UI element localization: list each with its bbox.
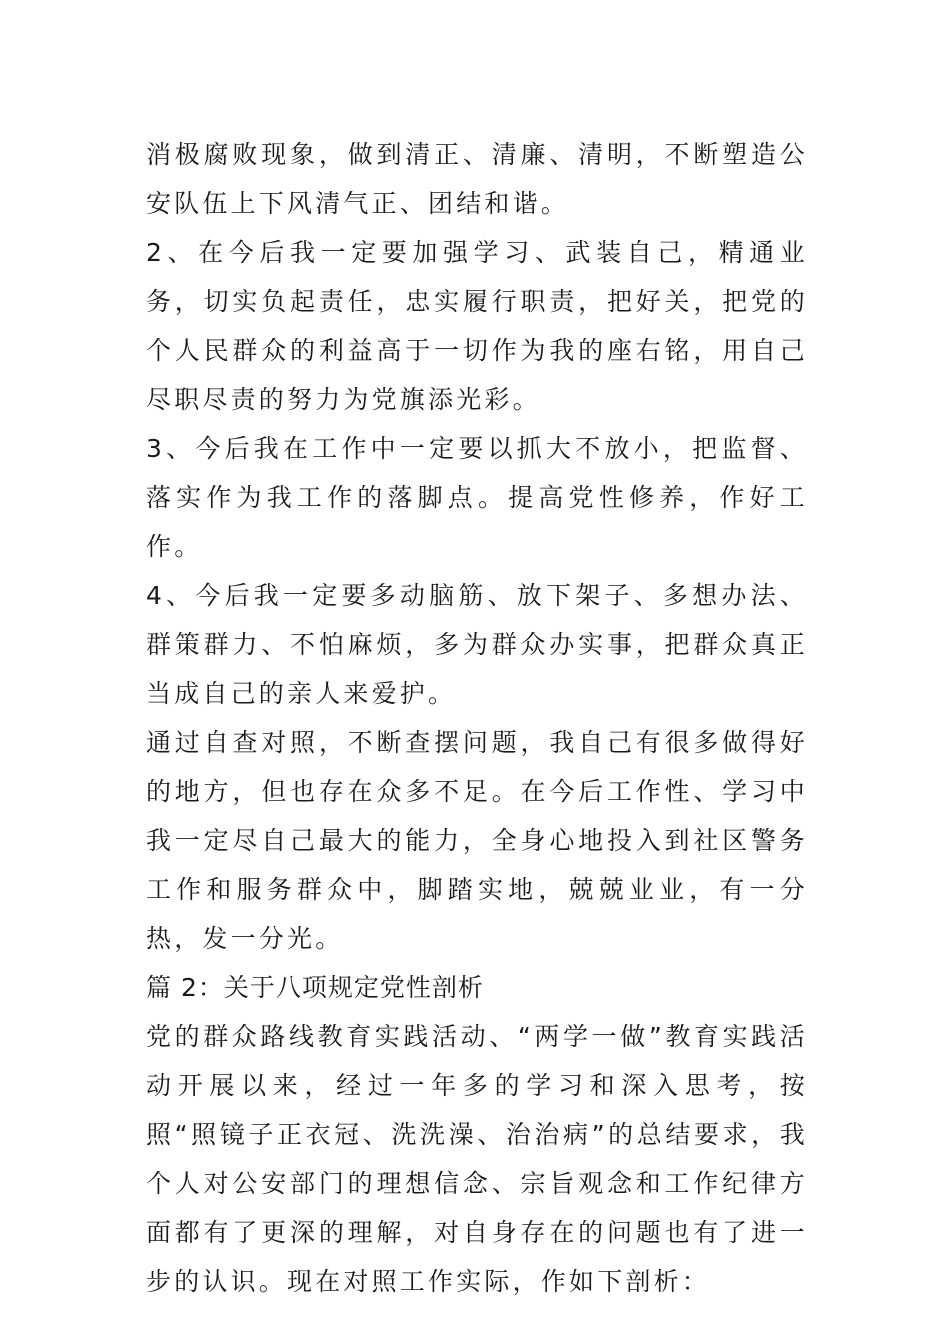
section-heading: 篇 2：关于八项规定党性剖析 <box>146 973 484 1002</box>
paragraph-item-3: 3、今后我在工作中一定要以抓大不放小，把监督、落实作为我工作的落脚点。提高党性修养，作好工作。 <box>146 434 808 561</box>
paragraph-conclusion-of-previous: 消极腐败现象，做到清正、清廉、清明，不断塑造公安队伍上下风清气正、团结和谐。 <box>146 140 808 218</box>
paragraph-item-2: 2、在今后我一定要加强学习、武装自己，精通业务，切实负起责任，忠实履行职责，把好关，把党的个人民群众的利益高于一切作为我的座右铭，用自己尽职尽责的努力为党旗添光彩。 <box>146 238 808 414</box>
paragraph-item-4: 4、今后我一定要多动脑筋、放下架子、多想办法、群策群力、不怕麻烦，多为群众办实事，把群众真正当成自己的亲人来爱护。 <box>146 581 808 708</box>
document-body <box>146 130 808 1306</box>
paragraph-summary: 通过自查对照，不断查摆问题，我自己有很多做得好的地方，但也存在众多不足。在今后工作性、学习中我一定尽自己最大的能力，全身心地投入到社区警务工作和服务群众中，脚踏实地，兢兢业业，有一分热，发一分光。 <box>146 728 808 953</box>
paragraph-section-intro: 党的群众路线教育实践活动、“两学一做”教育实践活动开展以来，经过一年多的学习和深入思考，按照“照镜子正衣冠、洗洗澡、治治病”的总结要求，我个人对公安部门的理想信念、宗旨观念和工作纪律方面都有了更深的理解，对自身存在的问题也有了进一步的认识。现在对照工作实际，作如下剖析： <box>146 1022 808 1296</box>
